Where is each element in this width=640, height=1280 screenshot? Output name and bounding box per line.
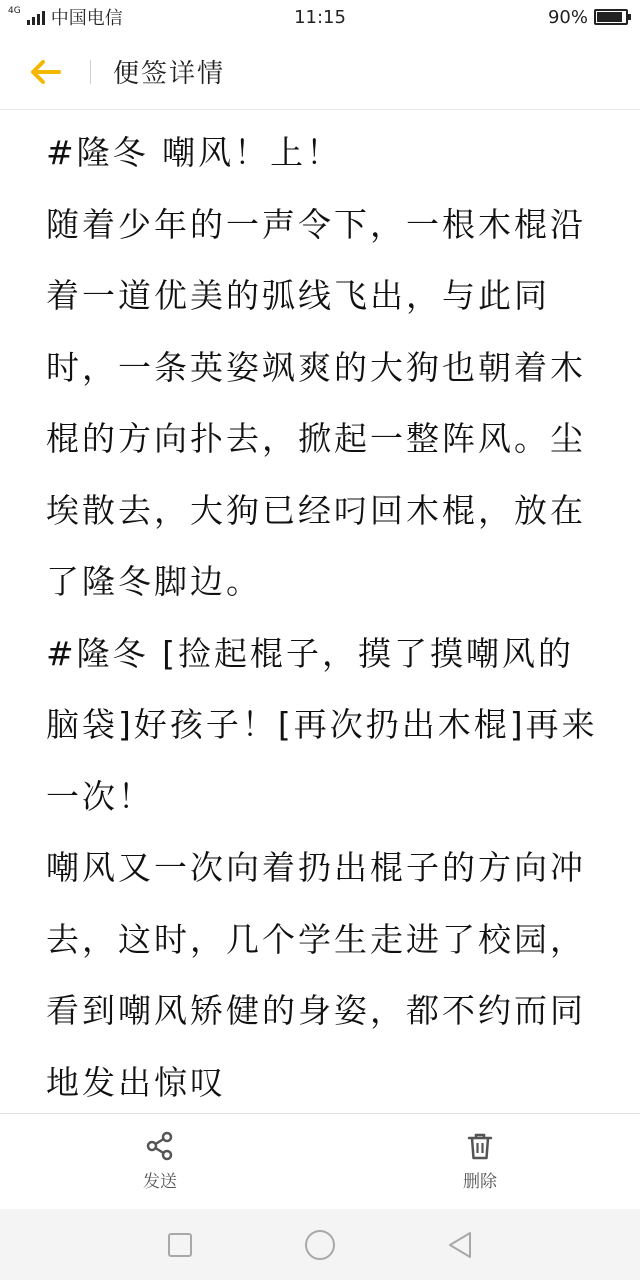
back-button[interactable] xyxy=(0,34,90,110)
circle-icon xyxy=(303,1228,337,1262)
network-type: 4G xyxy=(8,6,21,16)
signal-icon xyxy=(27,9,45,25)
system-nav-bar xyxy=(0,1209,640,1280)
status-right xyxy=(548,7,628,28)
bottom-toolbar xyxy=(0,1113,640,1209)
system-back-button[interactable] xyxy=(440,1225,480,1265)
page-title: 便签详情 xyxy=(113,59,226,89)
note-paragraph: 嘲风又一次向着扔出棍子的方向冲去，这时，几个学生走进了校园，看到嘲风矫健的身姿，都不约而同地发出惊叹 xyxy=(46,848,586,1102)
carrier-name: 中国电信 xyxy=(50,8,123,29)
note-paragraph: #隆冬 嘲风！上！ xyxy=(46,133,343,172)
share-icon xyxy=(145,1131,175,1161)
home-button[interactable] xyxy=(300,1225,340,1265)
recent-apps-button[interactable] xyxy=(160,1225,200,1265)
arrow-left-icon xyxy=(29,59,61,85)
battery-icon xyxy=(594,9,628,25)
send-label: 发送 xyxy=(143,1172,177,1192)
delete-label: 删除 xyxy=(463,1172,497,1192)
status-time: 11:15 xyxy=(294,6,346,28)
battery-fill xyxy=(597,12,622,22)
delete-button[interactable] xyxy=(320,1114,640,1209)
battery-percent: 90% xyxy=(547,6,588,28)
send-button[interactable] xyxy=(0,1114,320,1209)
note-paragraph: 随着少年的一声令下，一根木棍沿着一道优美的弧线飞出，与此同时，一条英姿飒爽的大狗也朝着木棍的方向扑去，掀起一整阵风。尘埃散去，大狗已经叼回木棍，放在了隆冬脚边。 xyxy=(46,204,586,601)
status-left xyxy=(8,4,123,30)
trash-icon xyxy=(465,1131,495,1161)
title-divider xyxy=(90,60,91,84)
note-paragraph: #隆冬 [捡起棍子，摸了摸嘲风的脑袋]好孩子！[再次扔出木棍]再来一次！ xyxy=(46,633,598,816)
triangle-back-icon xyxy=(445,1230,475,1260)
note-content[interactable] xyxy=(0,111,640,1113)
title-bar xyxy=(0,34,640,110)
status-bar xyxy=(0,0,640,34)
square-icon xyxy=(166,1231,194,1259)
